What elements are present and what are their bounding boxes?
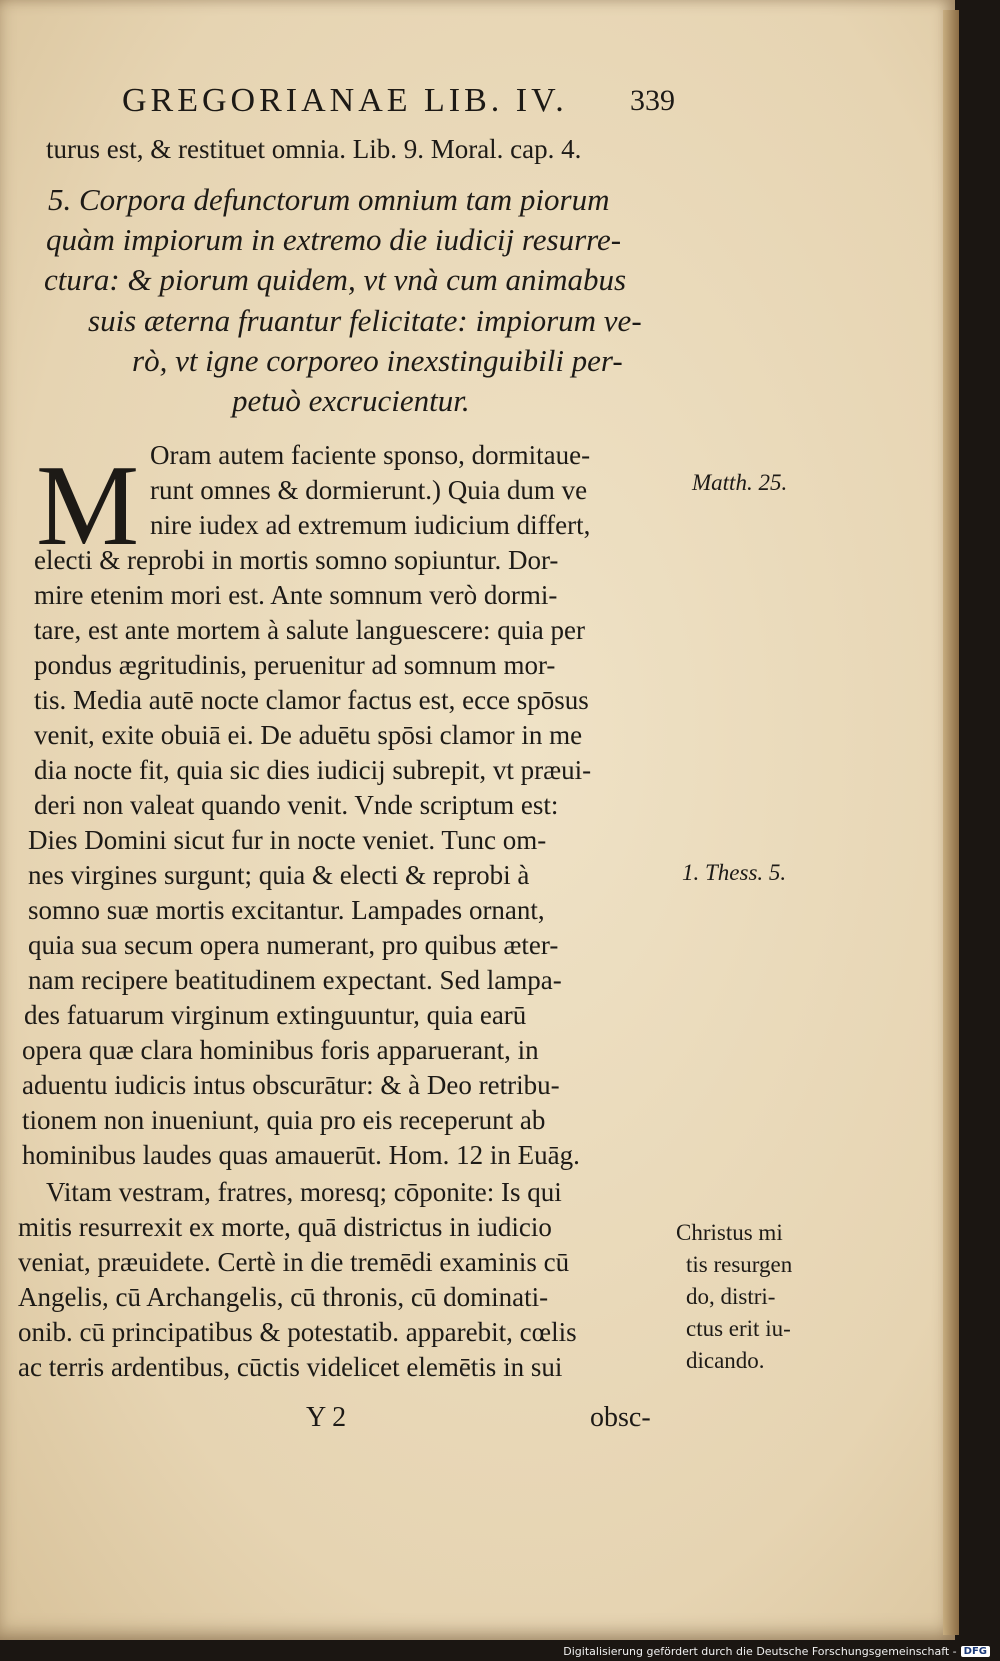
body-line: runt omnes & dormierunt.) Quia dum ve (150, 475, 588, 505)
body-line: tionem non inueniunt, quia pro eis receperunt ab (22, 1105, 546, 1135)
body-line: opera quæ clara hominibus foris apparuerant, in (22, 1035, 539, 1065)
body-line: veniat, præuidete. Certè in die tremēdi examinis cū (18, 1247, 570, 1277)
credit-text: Digitalisierung gefördert durch die Deutsche Forschungsgemeinschaft - (563, 1645, 957, 1658)
margin-note-matth: Matth. 25. (692, 470, 788, 495)
body-line: mire etenim mori est. Ante somnum verò dormi- (34, 580, 558, 610)
body-line: venit, exite obuiā ei. De aduētu spōsi clamor in me (34, 720, 583, 750)
body-line: Oram autem faciente sponso, dormitaue- (150, 440, 591, 470)
digitization-credit (563, 1645, 990, 1658)
body-line: Angelis, cū Archangelis, cū thronis, cū dominati- (18, 1282, 549, 1312)
dfg-logo: DFG (961, 1646, 990, 1657)
heading-line: suis æterna fruantur felicitate: impiorum ve- (88, 303, 642, 338)
body-line: dia nocte fit, quia sic dies iudicij subrepit, vt præui- (34, 755, 592, 785)
signature-mark: Y 2 (306, 1402, 347, 1433)
heading-line: rò, vt igne corporeo inexstinguibili per- (132, 343, 623, 378)
body-line: nes virgines surgunt; quia & electi & reprobi à (28, 860, 530, 890)
body-line: deri non valeat quando venit. Vnde scriptum est: (34, 790, 559, 820)
body-line: mitis resurrexit ex morte, quā districtus in iudicio (18, 1212, 552, 1242)
body-line: aduentu iudicis intus obscurātur: & à Deo retribu- (22, 1070, 560, 1100)
body-line: des fatuarum virginum extinguuntur, quia earū (24, 1000, 527, 1030)
body-line: tis. Media autē nocte clamor factus est, ecce spōsus (34, 685, 589, 715)
page-edge-shadow (943, 10, 959, 1635)
body-line: quia sua secum opera numerant, pro quibus æter- (28, 930, 559, 960)
body-line: electi & reprobi in mortis somno sopiuntur. Dor- (34, 545, 559, 575)
body-line: nam recipere beatitudinem expectant. Sed lampa- (28, 965, 562, 995)
running-head: GREGORIANAE LIB. IV. (122, 82, 568, 119)
margin-note-christus: tis resurgen (686, 1252, 793, 1277)
heading-line: ctura: & piorum quidem, vt vnà cum animabus (44, 262, 627, 297)
heading-line: 5. Corpora defunctorum omnium tam piorum (48, 182, 610, 217)
margin-note-christus: ctus erit iu- (686, 1316, 791, 1341)
body-line: somno suæ mortis excitantur. Lampades ornant, (28, 895, 545, 925)
body-line: hominibus laudes quas amauerūt. Hom. 12 in Euāg. (22, 1140, 580, 1170)
heading-line: quàm impiorum in extremo die iudicij resurre- (46, 222, 622, 257)
body-line: ac terris ardentibus, cūctis videlicet elemētis in sui (18, 1352, 563, 1382)
margin-note-christus: do, distri- (686, 1284, 776, 1309)
page-number: 339 (630, 84, 675, 117)
margin-note-thess: 1. Thess. 5. (682, 860, 787, 885)
body-line: Dies Domini sicut fur in nocte veniet. Tunc om- (28, 825, 547, 855)
catchword: obsc- (590, 1402, 651, 1433)
margin-note-christus: dicando. (686, 1348, 765, 1373)
margin-note-christus: Christus mi (676, 1220, 783, 1245)
body-line: tare, est ante mortem à salute languescere: quia per (34, 615, 585, 645)
first-line: turus est, & restituet omnia. Lib. 9. Moral. cap. 4. (46, 134, 582, 164)
drop-cap: M (36, 442, 140, 570)
body-line: Vitam vestram, fratres, moresq; cōponite: Is qui (46, 1177, 562, 1207)
body-line: nire iudex ad extremum iudicium differt, (150, 510, 591, 540)
heading-line: petuò excrucientur. (232, 383, 470, 418)
body-line: pondus ægritudinis, peruenitur ad somnum mor- (34, 650, 556, 680)
body-line: onib. cū principatibus & potestatib. apparebit, cœlis (18, 1317, 577, 1347)
